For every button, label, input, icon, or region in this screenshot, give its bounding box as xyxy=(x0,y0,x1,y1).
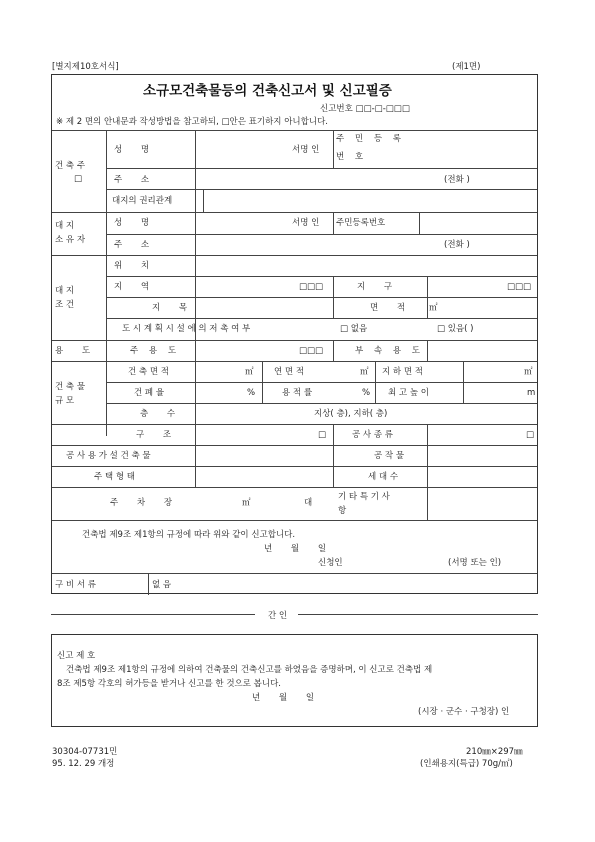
main-use-label: 주 용 도 xyxy=(130,346,181,356)
attachments-value: 없 음 xyxy=(152,580,172,590)
max-height-unit: m xyxy=(527,388,536,398)
structure2-label: 공 작 물 xyxy=(374,451,405,461)
applicant-sign: (서명 또는 인) xyxy=(448,558,502,568)
sub-use-label: 부 속 용 도 xyxy=(355,346,424,356)
owner-address-label: 주 소 xyxy=(114,175,158,185)
land-owner-rrn-label: 주민등록번호 xyxy=(336,218,386,228)
floors-label: 층 수 xyxy=(140,409,184,419)
coverage-unit: % xyxy=(247,388,256,398)
form-id: [별지제10호서식] xyxy=(52,62,119,72)
special-notes-label-2: 항 xyxy=(338,506,347,516)
far-label: 용 적 률 xyxy=(282,388,313,398)
parking-label: 주 차 장 xyxy=(110,498,181,508)
site-category-label: 지 목 xyxy=(152,303,196,313)
basement-area-label: 지 하 면 적 xyxy=(382,367,423,377)
page-title: 소규모건축물등의 건축신고서 및 신고필증 xyxy=(143,83,392,99)
report-number: 신고번호 □□-□-□□□ xyxy=(320,104,410,114)
site-section-2: 조 건 xyxy=(55,300,75,310)
floor-area-label: 연 면 적 xyxy=(274,367,305,377)
footer-paper: (인쇄용지(특급) 70g/㎡) xyxy=(420,759,513,769)
certificate-issuer: (시장 · 군수 · 구청장) 인 xyxy=(418,707,510,717)
cut-line-label: 간 인 xyxy=(268,611,288,621)
footer-size: 210㎜×297㎜ xyxy=(466,747,523,757)
land-owner-signature-label: 서명 인 xyxy=(292,218,320,228)
households-label: 세 대 수 xyxy=(368,472,399,482)
far-unit: % xyxy=(362,388,371,398)
land-owner-section-2: 소 유 자 xyxy=(55,235,86,245)
owner-rrn-label: 주 민 등 록 xyxy=(336,134,405,144)
land-rights-label: 대지의 권리관계 xyxy=(112,196,173,206)
certificate-text-1: 건축법 제9조 제1항의 규정에 의하여 건축물의 건축신고를 하였음을 증명하며, 이 신고로 건축법 제 xyxy=(66,665,433,675)
land-owner-address-label: 주 소 xyxy=(114,240,158,250)
owner-rrn-label-2: 번 호 xyxy=(336,152,368,162)
instruction-note: ※ 제 2 면의 안내문과 작성방법을 참고하되, □안은 표기하지 아니합니다. xyxy=(56,117,328,127)
special-notes-label: 기 타 특 기 사 xyxy=(338,492,390,502)
work-type-label: 공 사 종 류 xyxy=(352,430,393,440)
owner-phone: (전화 ) xyxy=(444,175,470,185)
coverage-label: 건 폐 율 xyxy=(134,388,165,398)
parking-unit-count: 대 xyxy=(304,498,313,508)
temp-building-label: 공 사 용 가 설 건 축 물 xyxy=(66,451,151,461)
certificate-box xyxy=(51,634,538,727)
cut-line-right xyxy=(298,614,538,615)
basement-area-unit: ㎡ xyxy=(524,367,533,377)
site-district-label: 지 구 xyxy=(357,282,401,292)
floors-value: 지상( 층), 지하( 층) xyxy=(314,409,388,419)
declaration-date: 년 월 일 xyxy=(264,544,335,554)
site-area-label: 면 적 xyxy=(370,303,414,313)
site-zone-box: □□□ xyxy=(299,282,324,292)
owner-signature-label: 서명 인 xyxy=(292,145,320,155)
footer-revised: 95. 12. 29 개정 xyxy=(52,759,115,769)
structure-label: 구 조 xyxy=(136,430,180,440)
scale-section-2: 규 모 xyxy=(55,396,75,406)
page-number: (제1면) xyxy=(452,62,481,72)
land-owner-name-label: 성 명 xyxy=(114,218,158,228)
building-area-unit: ㎡ xyxy=(245,367,254,377)
urban-plan-yes[interactable]: □ 있음( ) xyxy=(437,324,474,334)
owner-section-box: □ xyxy=(74,174,83,184)
site-zone-label: 지 역 xyxy=(114,282,158,292)
report-form xyxy=(51,74,538,594)
max-height-label: 최 고 높 이 xyxy=(388,388,429,398)
urban-plan-label: 도 시 계 획 시 설 에 의 저 촉 여 부 xyxy=(122,324,251,334)
work-type-box: □ xyxy=(526,430,535,440)
land-owner-section: 대 지 xyxy=(55,221,75,231)
floor-area-unit: ㎡ xyxy=(360,367,369,377)
attachments-label: 구 비 서 류 xyxy=(55,580,96,590)
main-use-box: □□□ xyxy=(299,346,324,356)
certificate-number: 신고 제 호 xyxy=(57,651,96,661)
applicant-label: 신청인 xyxy=(318,558,343,568)
scale-section: 건 축 물 xyxy=(55,382,86,392)
site-area-unit: ㎡ xyxy=(429,303,438,313)
declaration-text: 건축법 제9조 제1항의 규정에 따라 위와 같이 신고합니다. xyxy=(82,530,296,540)
certificate-date: 년 월 일 xyxy=(252,693,323,703)
use-section: 용 도 xyxy=(55,346,99,356)
site-location-label: 위 치 xyxy=(114,261,158,271)
urban-plan-none[interactable]: □ 없음 xyxy=(340,324,368,334)
cut-line-left xyxy=(51,614,255,615)
footer-code: 30304-07731민 xyxy=(52,747,118,757)
owner-name-label: 성 명 xyxy=(114,145,158,155)
site-district-box: □□□ xyxy=(507,282,532,292)
land-owner-phone: (전화 ) xyxy=(444,240,470,250)
building-area-label: 건 축 면 적 xyxy=(128,367,169,377)
parking-unit-area: ㎡ xyxy=(242,498,251,508)
housing-label: 주 택 형 태 xyxy=(94,472,135,482)
owner-section-label: 건 축 주 xyxy=(55,161,86,171)
site-section: 대 지 xyxy=(55,286,75,296)
structure-box: □ xyxy=(318,430,327,440)
certificate-text-2: 8조 제5항 각호의 허가등을 받거나 신고를 한 것으로 봅니다. xyxy=(57,679,281,689)
